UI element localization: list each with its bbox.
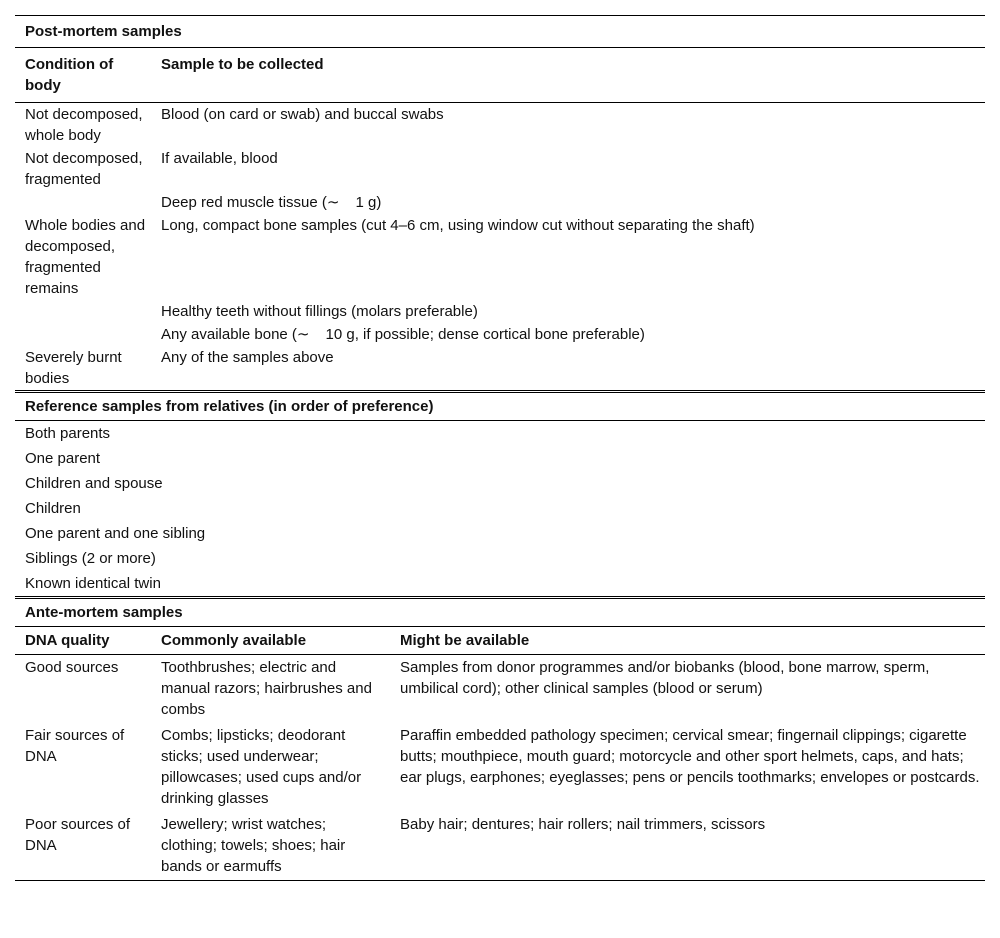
column-header: DNA quality (15, 627, 151, 655)
sample-text: 10 g, if possible; dense cortical bone preferable) (325, 326, 645, 343)
condition-cell (15, 191, 151, 214)
table-row (15, 655, 985, 724)
list-item (15, 446, 985, 471)
column-header-row (15, 48, 985, 103)
section-title: Reference samples from relatives (in order of preference) (15, 392, 985, 421)
might-cell: Baby hair; dentures; hair rollers; nail trimmers, scissors (390, 812, 985, 881)
section-header-post-mortem (15, 16, 985, 48)
reference-item: Both parents (25, 425, 111, 442)
section-header-reference (15, 392, 985, 421)
dna-sample-table (15, 15, 985, 881)
table-row (15, 103, 985, 148)
quality-cell: Good sources (25, 659, 119, 676)
common-cell: Jewellery; wrist watches; clothing; towels; shoes; hair bands or earmuffs (151, 812, 390, 881)
sample-text: Any available bone (∼ (161, 326, 310, 343)
sample-text: 1 g) (355, 194, 382, 211)
sample-cell: Any of the samples above (151, 346, 985, 392)
sample-cell (151, 323, 985, 346)
table-row (15, 191, 985, 214)
list-item (15, 571, 985, 598)
reference-item: One parent and one sibling (25, 525, 206, 542)
list-item (15, 546, 985, 571)
sample-cell: Long, compact bone samples (cut 4–6 cm, using window cut without separating the shaft) (161, 217, 755, 234)
reference-item: Children (25, 500, 81, 517)
sample-cell: If available, blood (161, 150, 278, 167)
column-header: Sample to be collected (151, 48, 985, 103)
reference-item: One parent (25, 450, 101, 467)
common-cell: Combs; lipsticks; deodorant sticks; used underwear; pillowcases; used cups and/or drinking glasses (161, 727, 362, 807)
condition-cell: Not decomposed, whole body (25, 106, 143, 144)
condition-cell: Severely burnt bodies (15, 346, 151, 392)
section-title: Ante-mortem samples (15, 598, 985, 627)
quality-cell: Fair sources of DNA (25, 727, 125, 765)
reference-item: Children and spouse (25, 475, 163, 492)
sample-text: Deep red muscle tissue (∼ (161, 194, 340, 211)
table-row (15, 214, 985, 300)
common-cell: Toothbrushes; electric and manual razors; hairbrushes and combs (161, 659, 372, 718)
reference-item: Siblings (2 or more) (25, 550, 156, 567)
column-header: Commonly available (151, 627, 390, 655)
reference-item: Known identical twin (15, 571, 985, 598)
might-cell: Paraffin embedded pathology specimen; cervical smear; fingernail clippings; cigarette butts; mouthpiece, mouth guard; motorcycle and other sport helmets, caps, and hats; ear plugs, earphones; eyeglasses; pens or pencils toothmarks; envelopes or postcards. (400, 727, 980, 786)
column-header-row (15, 627, 985, 655)
list-item (15, 521, 985, 546)
list-item (15, 496, 985, 521)
condition-cell (15, 300, 151, 323)
sample-cell: Blood (on card or swab) and buccal swabs (161, 106, 444, 123)
sample-cell (151, 191, 985, 214)
section-title: Post-mortem samples (15, 16, 985, 48)
list-item (15, 471, 985, 496)
table-row (15, 346, 985, 392)
section-header-ante-mortem (15, 598, 985, 627)
table-row (15, 812, 985, 881)
condition-cell: Whole bodies and decomposed, fragmented remains (25, 217, 146, 297)
table-row (15, 147, 985, 191)
list-item (15, 421, 985, 447)
column-header: Condition of body (15, 48, 151, 103)
table-row (15, 723, 985, 812)
sample-cell: Healthy teeth without fillings (molars preferable) (161, 303, 478, 320)
condition-cell: Not decomposed, fragmented (25, 150, 143, 188)
quality-cell: Poor sources of DNA (15, 812, 151, 881)
table-row (15, 300, 985, 323)
might-cell: Samples from donor programmes and/or biobanks (blood, bone marrow, sperm, umbilical cord); other clinical samples (blood or serum) (400, 659, 930, 697)
column-header: Might be available (390, 627, 985, 655)
condition-cell (15, 323, 151, 346)
dna-sample-table-container (15, 15, 985, 881)
table-row (15, 323, 985, 346)
